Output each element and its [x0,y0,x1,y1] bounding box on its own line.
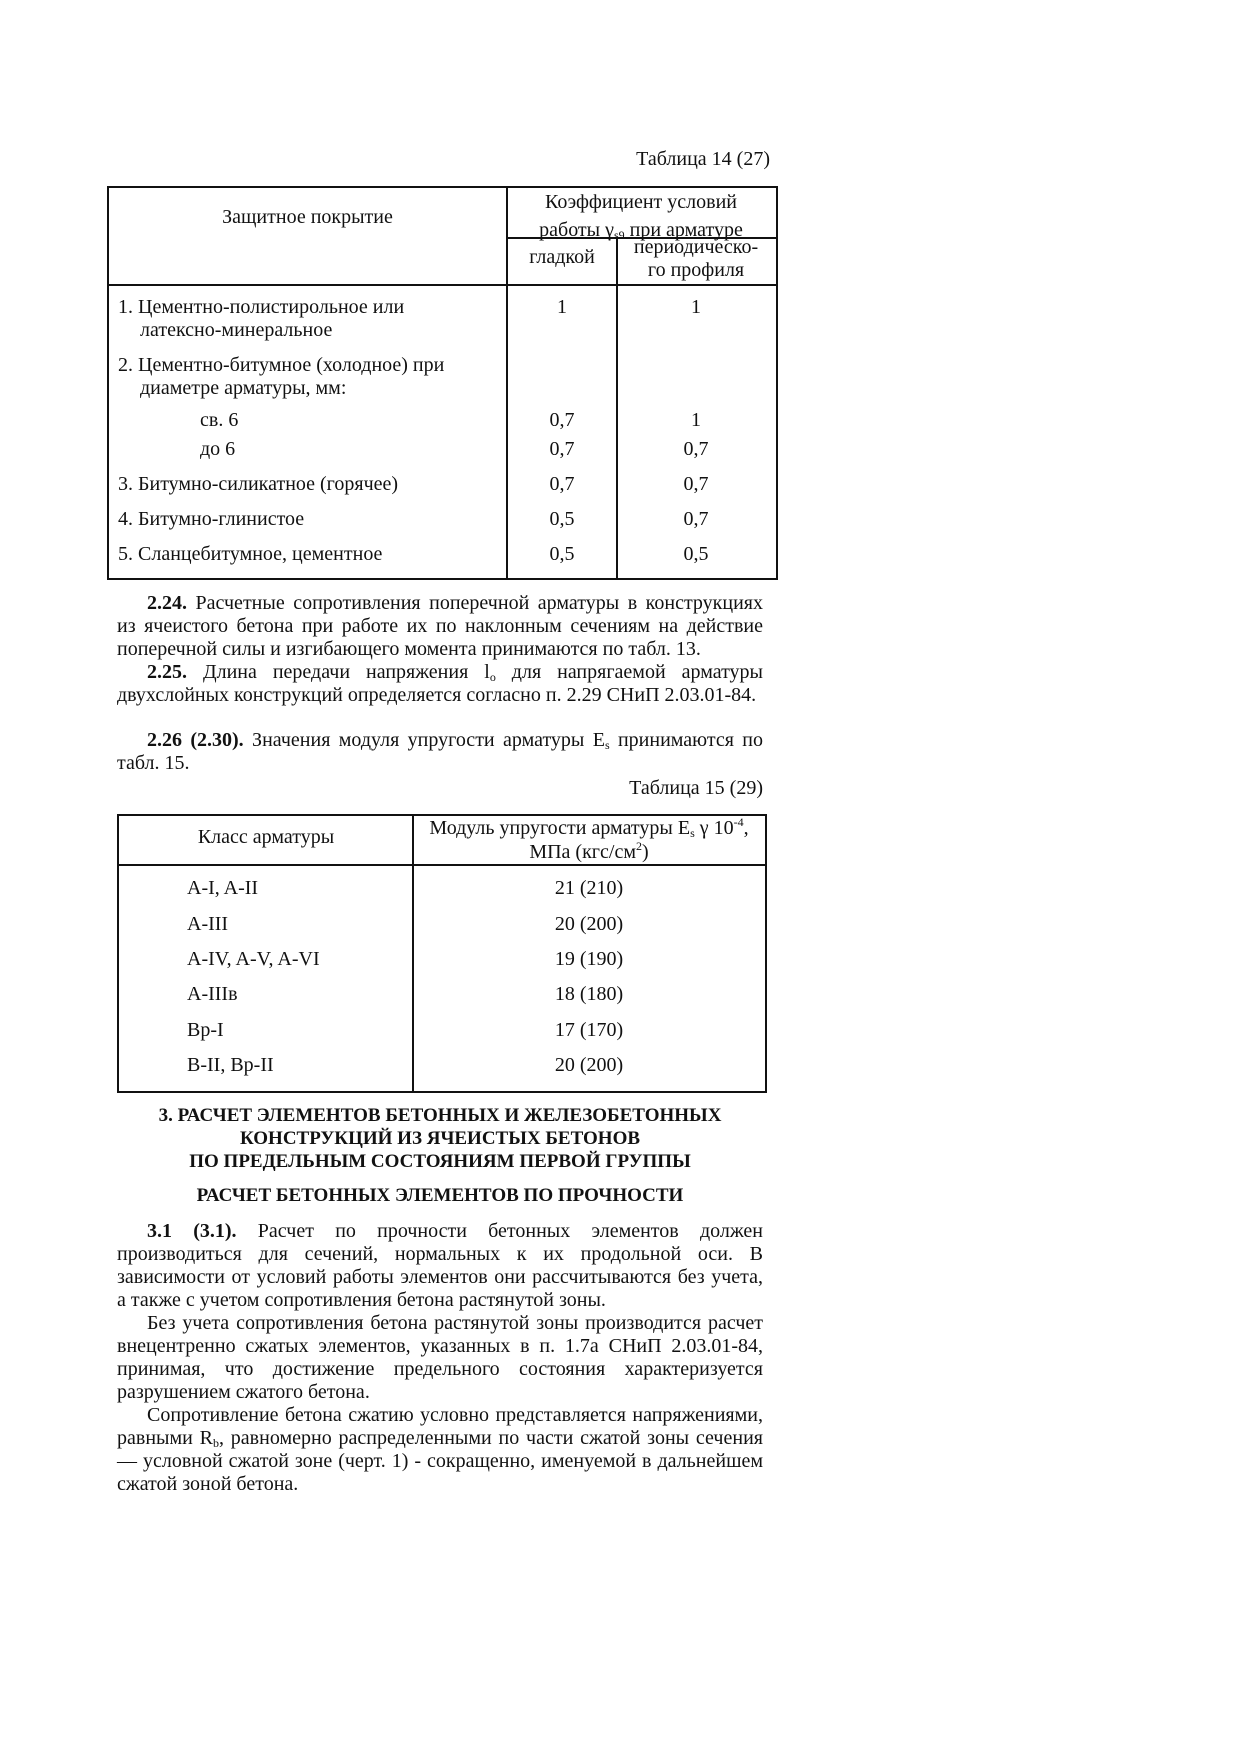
modulus-unit-post: ) [641,841,649,863]
paragraph-2-26-post: принимаются по табл. 15. [117,729,763,774]
table14-row-1-periodic: 1 [691,296,701,318]
paragraph-3-1-text: Расчет по прочности бетонных элементов должен производиться для сечений, нормальных к их продольной оси. В зависимости от условий работы элементов они рассчитываются без учета, а также с учетом сопротивления бетона растянутой зоны. [117,1220,763,1311]
gamma-symbol: γ [605,219,614,241]
table14-row-4-smooth: 0,5 [549,508,575,530]
paragraph-2-24-text: Расчетные сопротивления поперечной арматуры в конструкциях из ячеистого бетона при работе их по наклонным сечениям на действие поперечной силы и изгибающего момента принимаются по табл. 13. [117,592,763,660]
modulus-mid: γ 10 [694,817,734,839]
paragraph-2-26 [117,729,763,775]
table15-caption: Таблица 15 (29) [629,777,763,799]
table15-header-modulus [415,816,763,864]
table14-row-4-label: 4. Битумно-глинистое [118,508,305,530]
row2-label-line2: диаметре арматуры, мм: [140,377,347,399]
modulus-end: , [743,817,749,839]
table14-row-2b-label: до 6 [200,438,236,460]
paragraph-2-24 [117,592,763,661]
table15-row-3-class: A-IV, A-V, A-VI [187,948,320,970]
table15-row-5-class: Bp-I [187,1019,224,1041]
table15-row-4-class: A-IIIв [187,983,238,1005]
table15-row-3-modulus: 19 (190) [554,948,624,970]
modulus-pre: Модуль упругости арматуры E [429,817,691,839]
table14-header-coef-line1: Коэффициент условий [545,191,737,213]
section-3-title-line3: ПО ПРЕДЕЛЬНЫМ СОСТОЯНИЯМ ПЕРВОЙ ГРУППЫ [189,1151,691,1172]
paragraph-compression-pre: Сопротивление бетона сжатию условно представляется напряжениями, равными R [117,1404,763,1449]
paragraph-no-tension [117,1312,763,1404]
paragraph-2-25-post: для напрягаемой арматуры двухслойных конструкций определяется согласно п. 2.29 СНиП 2.03.01-84. [117,661,763,706]
table15-col-divider [412,814,414,1091]
table14-row-5-smooth: 0,5 [549,543,575,565]
table14-row-3-label: 3. Битумно-силикатное (горячее) [118,473,399,495]
table15-row-6-modulus: 20 (200) [554,1054,624,1076]
row2-label-line1: 2. Цементно-битумное (холодное) при [118,354,445,376]
paragraph-compression-post: , равномерно распределенными по части сжатой зоны сечения — условной сжатой зоне (черт. 1) - сокращенно, именуемой в дальнейшем сжатой зоной бетона. [117,1427,763,1495]
table14-row-4-periodic: 0,7 [683,508,709,530]
paragraph-compression [117,1404,763,1496]
table14-row-2-label [118,354,498,400]
paragraph-2-25 [117,661,763,707]
paragraph-compression-sub: b [212,1436,219,1450]
table14-header-coating: Защитное покрытие [222,206,393,228]
table15-row-2-class: A-III [187,913,229,935]
table14-row-2b-periodic: 0,7 [683,438,709,460]
table14-row-2a-smooth: 0,7 [549,409,575,431]
paragraph-no-tension-text: Без учета сопротивления бетона растянутой зоны производится расчет внецентренно сжатых элементов, указанных в п. 1.7а СНиП 2.03.01-84, принимая, что достижение предельного состояния характеризуется разрушением сжатого бетона. [117,1312,763,1403]
table14-row-1-smooth: 1 [557,296,567,318]
table14-row-5-periodic: 0,5 [683,543,709,565]
table14-caption: Таблица 14 (27) [636,148,770,170]
table14-header-smooth: гладкой [529,246,595,268]
periodic-line1: периодическо- [633,236,759,258]
paragraph-3-1-number: 3.1 (3.1). [147,1220,237,1242]
table14-row-2a-periodic: 1 [691,409,701,431]
section-3-title [117,1104,763,1173]
paragraph-2-26-pre: Значения модуля упругости арматуры E [243,729,605,751]
table15-row-1-modulus: 21 (210) [554,877,624,899]
paragraph-2-25-pre: Длина передачи напряжения l [187,661,490,683]
table14-row-1-label [118,296,498,342]
table15-row-2-modulus: 20 (200) [554,913,624,935]
table15-header-class: Класс арматуры [197,826,335,848]
row1-label-line2: латексно-минеральное [140,319,333,341]
row1-label-line1: 1. Цементно-полистирольное или [118,296,405,318]
table15-row-4-modulus: 18 (180) [554,983,624,1005]
table14-row-3-smooth: 0,7 [549,473,575,495]
table14-header-bottom [107,284,776,286]
paragraph-2-25-sub: o [489,670,496,684]
table14-row-2a-label: св. 6 [200,409,239,431]
periodic-line2: го профиля [647,259,745,281]
paragraph-2-26-number: 2.26 (2.30). [147,729,244,751]
modulus-unit-sup: 2 [635,839,642,853]
coef-line2-pre: работы [539,219,606,241]
table15-row-6-class: B-II, Bp-II [187,1054,274,1076]
table15-header-modulus-line2 [415,840,763,864]
modulus-sup: -4 [733,815,744,829]
coef-line2-post: при арматуре [624,219,743,241]
section-3-title-line1: 3. РАСЧЕТ ЭЛЕМЕНТОВ БЕТОННЫХ И ЖЕЛЕЗОБЕТОННЫХ [158,1105,722,1126]
modulus-sub: s [690,826,695,840]
table14-header-periodic [618,236,774,282]
table14-row-3-periodic: 0,7 [683,473,709,495]
table14-row-2b-smooth: 0,7 [549,438,575,460]
paragraph-2-25-number: 2.25. [147,661,187,683]
paragraph-3-1 [117,1220,763,1312]
modulus-unit-pre: МПа (кгс/см [529,841,636,863]
paragraph-2-24-number: 2.24. [147,592,187,614]
table15-header-modulus-line1 [415,816,763,840]
table15-row-5-modulus: 17 (170) [554,1019,624,1041]
paragraph-2-26-sub: s [604,738,610,752]
table14-row-5-label: 5. Сланцебитумное, цементное [118,543,383,565]
gamma-subscript: s9 [613,228,625,242]
table15-header-bottom [117,864,765,866]
table15-row-1-class: A-I, A-II [187,877,259,899]
section-3-title-line2: КОНСТРУКЦИЙ ИЗ ЯЧЕИСТЫХ БЕТОНОВ [239,1128,641,1149]
section-3-subtitle: РАСЧЕТ БЕТОННЫХ ЭЛЕМЕНТОВ ПО ПРОЧНОСТИ [196,1185,684,1206]
